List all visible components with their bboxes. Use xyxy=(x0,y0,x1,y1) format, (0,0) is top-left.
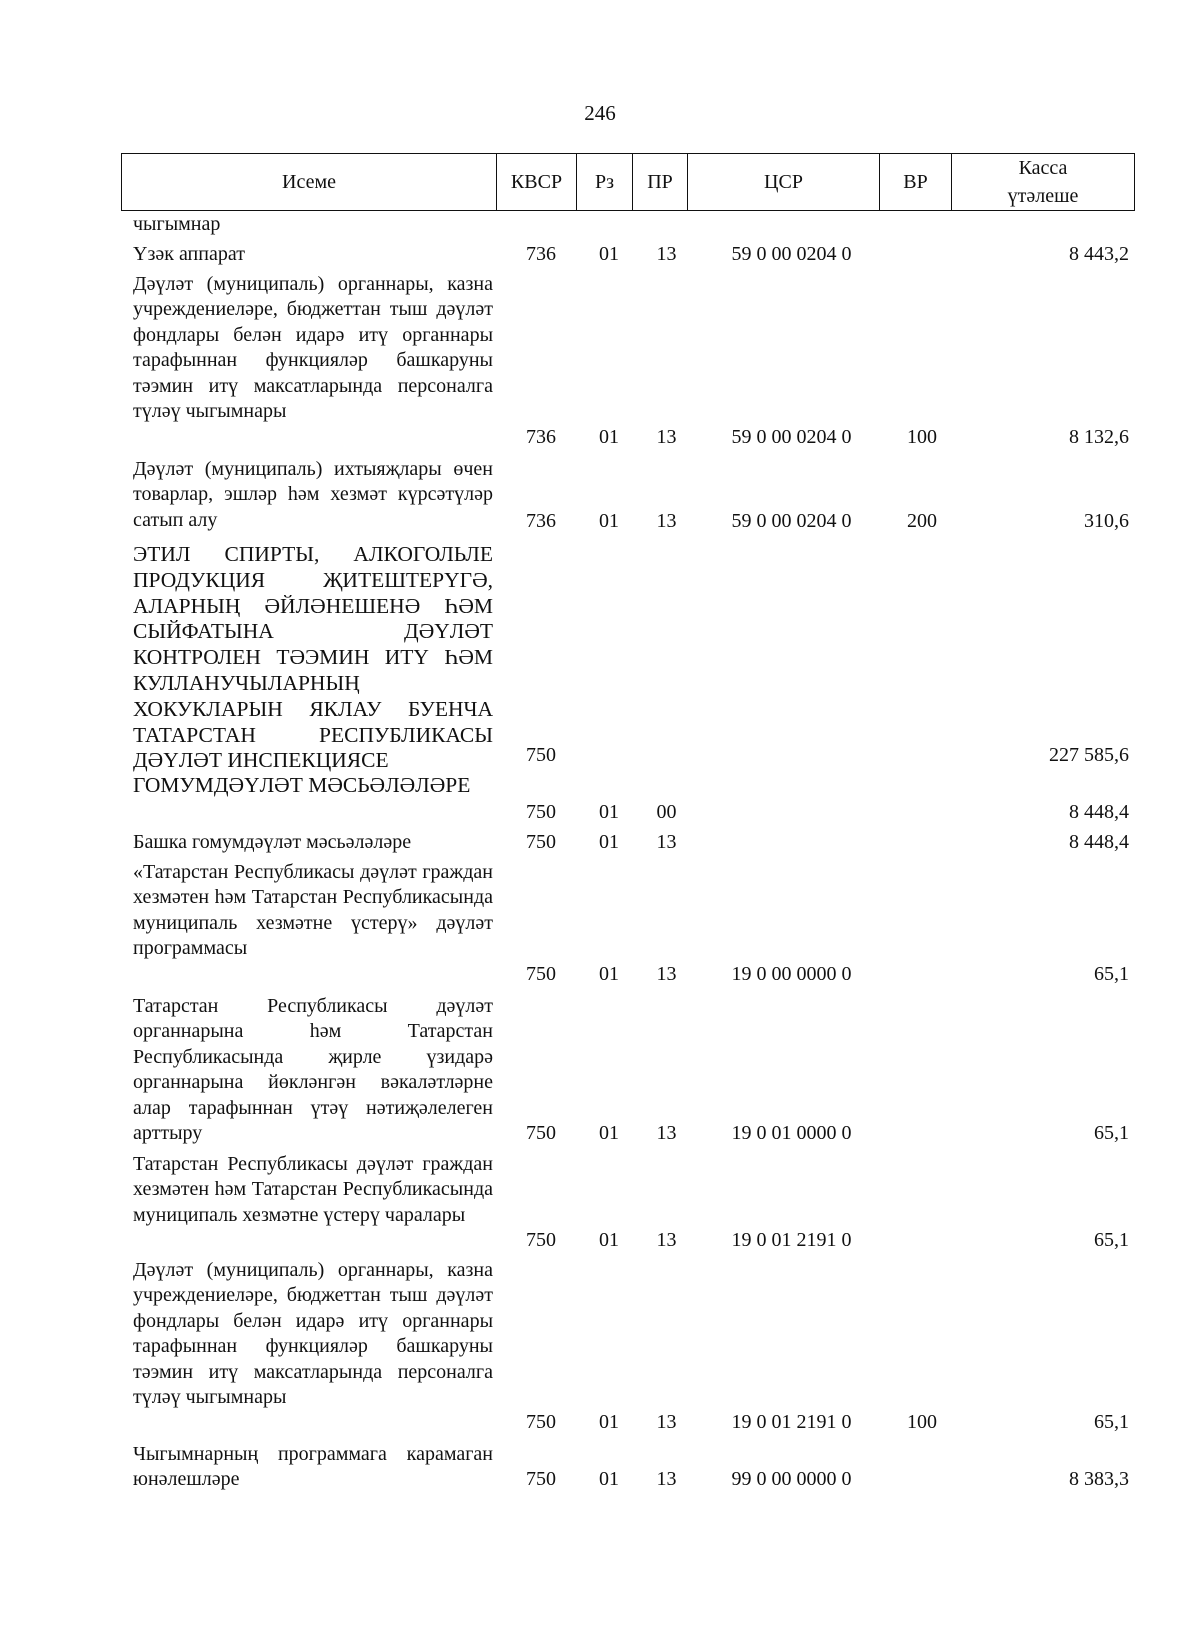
row-kvsr: 750 xyxy=(526,963,556,985)
row-sum: 65,1 xyxy=(1094,1229,1129,1251)
header-kvsr: КВСР xyxy=(497,154,577,210)
row-name: Башка гомумдәүләт мәсьәләләре xyxy=(133,831,412,853)
row-csr: 19 0 01 0000 0 xyxy=(731,1122,852,1144)
row-kvsr: 750 xyxy=(526,831,556,853)
row-sum: 65,1 xyxy=(1094,1411,1129,1433)
row-sum: 8 448,4 xyxy=(1069,831,1129,853)
row-rz: 01 xyxy=(599,510,619,532)
row-rz: 01 xyxy=(599,1229,619,1251)
row-vr: 200 xyxy=(907,510,937,532)
row-kvsr: 750 xyxy=(526,744,556,766)
header-sum: Касса үтәлеше xyxy=(1007,157,1079,207)
table-header xyxy=(121,153,1135,211)
row-sum: 65,1 xyxy=(1094,963,1129,985)
row-csr: 19 0 01 2191 0 xyxy=(731,1411,852,1433)
row-sum: 227 585,6 xyxy=(1049,744,1129,766)
row-rz: 01 xyxy=(599,243,619,265)
row-pr: 13 xyxy=(656,510,677,532)
row-pr: 13 xyxy=(656,243,677,265)
row-name: «Татарстан Республикасы дәүләт граждан хезмәтен һәм Татарстан Республикасында муниципаль хезмәтне үстерү» дәүләт программасы xyxy=(133,861,493,960)
row-name: Татарстан Республикасы дәүләт органнарына һәм Татарстан Республикасында җирле үзидарә органнарына йөкләнгән вәкаләтләрне алар тарафыннан үтәү нәтиҗәлелеген арттыру xyxy=(133,995,493,1145)
header-pr: ПР xyxy=(633,154,688,210)
row-pr: 13 xyxy=(656,426,677,448)
row-name: Үзәк аппарат xyxy=(133,243,245,265)
row-kvsr: 736 xyxy=(526,426,556,448)
row-rz: 01 xyxy=(599,1122,619,1144)
row-kvsr: 750 xyxy=(526,1229,556,1251)
page-number: 246 xyxy=(584,101,616,125)
row-pr: 13 xyxy=(656,1229,677,1251)
row-sum: 8 443,2 xyxy=(1069,243,1129,265)
row-name: ГОМУМДӘҮЛӘТ МӘСЬӘЛӘЛӘРЕ xyxy=(133,773,471,797)
row-rz: 01 xyxy=(599,1411,619,1433)
row-kvsr: 750 xyxy=(526,801,556,823)
row-csr: 59 0 00 0204 0 xyxy=(731,243,852,265)
row-kvsr: 750 xyxy=(526,1411,556,1433)
row-pr: 13 xyxy=(656,1411,677,1433)
row-rz: 01 xyxy=(599,801,619,823)
row-vr: 100 xyxy=(907,1411,937,1433)
row-vr: 100 xyxy=(907,426,937,448)
row-sum: 310,6 xyxy=(1084,510,1129,532)
row-name: ЭТИЛ СПИРТЫ, АЛКОГОЛЬЛЕ ПРОДУКЦИЯ ҖИТЕШТЕРҮГӘ, АЛАРНЫҢ ӘЙЛӘНЕШЕНӘ ҺӘМ СЫЙФАТЫНА ДӘҮЛӘТ КОНТРОЛЕН ТӘЭМИН ИТҮ ҺӘМ КУЛЛАНУЧЫЛАРНЫҢ ХОКУКЛАРЫН ЯКЛАУ БУЕНЧА ТАТАРСТАН РЕСПУБЛИКАСЫ ДӘҮЛӘТ ИНСПЕКЦИЯСЕ xyxy=(133,542,493,773)
row-csr: 59 0 00 0204 0 xyxy=(731,426,852,448)
row-sum: 8 383,3 xyxy=(1069,1468,1129,1490)
row-kvsr: 750 xyxy=(526,1122,556,1144)
row-csr: 19 0 00 0000 0 xyxy=(731,963,852,985)
row-rz: 01 xyxy=(599,831,619,853)
row-pr: 13 xyxy=(656,831,677,853)
row-name: Чыгымнарның программага карамаган юнәлешләре xyxy=(133,1443,493,1491)
row-sum: 8 448,4 xyxy=(1069,801,1129,823)
row-rz: 01 xyxy=(599,963,619,985)
row-csr: 19 0 01 2191 0 xyxy=(731,1229,852,1251)
row-name: Дәүләт (муниципаль) ихтыяҗлары өчен товарлар, эшләр һәм хезмәт күрсәтүләр сатып алу xyxy=(133,458,493,531)
header-name: Исеме xyxy=(122,154,497,210)
row-csr: 99 0 00 0000 0 xyxy=(731,1468,852,1490)
row-pr: 00 xyxy=(656,801,677,823)
row-name: чыгымнар xyxy=(133,213,221,235)
row-name: Татарстан Республикасы дәүләт граждан хезмәтен һәм Татарстан Республикасында муниципаль хезмәтне үстерү чаралары xyxy=(133,1153,493,1226)
header-rz: Рз xyxy=(577,154,633,210)
row-sum: 8 132,6 xyxy=(1069,426,1129,448)
row-kvsr: 736 xyxy=(526,510,556,532)
row-pr: 13 xyxy=(656,1468,677,1490)
row-csr: 59 0 00 0204 0 xyxy=(731,510,852,532)
header-vr: ВР xyxy=(880,154,952,210)
row-pr: 13 xyxy=(656,963,677,985)
row-sum: 65,1 xyxy=(1094,1122,1129,1144)
row-kvsr: 736 xyxy=(526,243,556,265)
header-csr: ЦСР xyxy=(688,154,880,210)
row-rz: 01 xyxy=(599,426,619,448)
row-kvsr: 750 xyxy=(526,1468,556,1490)
row-rz: 01 xyxy=(599,1468,619,1490)
row-name: Дәүләт (муниципаль) органнары, казна учреждениеләре, бюджеттан тыш дәүләт фондлары белән идарә итү органнары тарафыннан функцияләр башкаруны тәэмин итү максатларында персоналга түләү чыгымнары xyxy=(133,273,493,423)
row-name: Дәүләт (муниципаль) органнары, казна учреждениеләре, бюджеттан тыш дәүләт фондлары белән идарә итү органнары тарафыннан функцияләр башкаруны тәэмин итү максатларында персоналга түләү чыгымнары xyxy=(133,1259,493,1409)
row-pr: 13 xyxy=(656,1122,677,1144)
